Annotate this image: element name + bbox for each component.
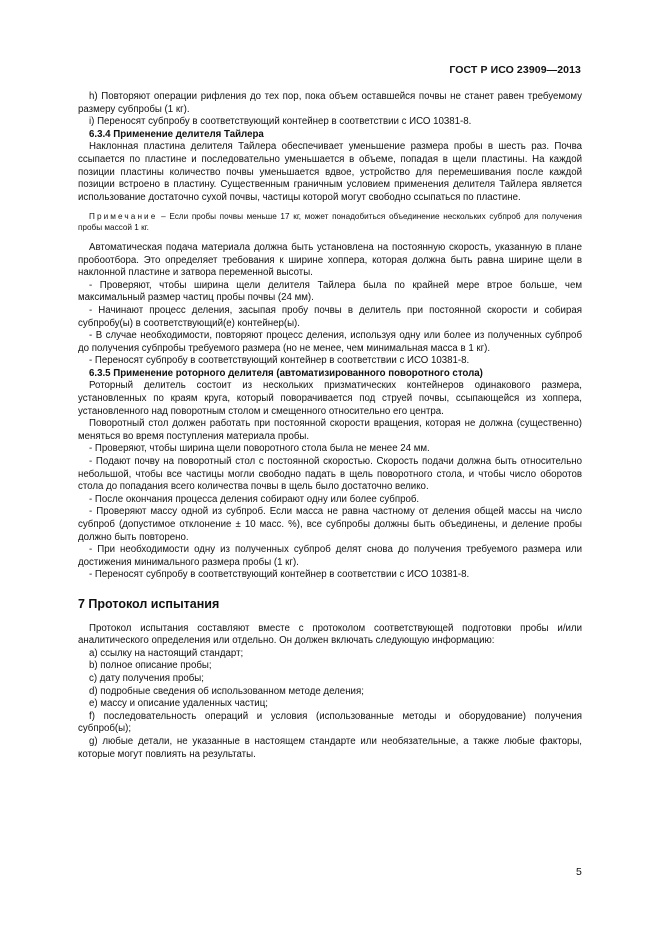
note-text: – Если пробы почвы меньше 17 кг, может понадобиться объединение нескольких субпроб для получения пробы массой 1 кг. (78, 212, 582, 233)
list-item-g: g) любые детали, не указанные в настоящем стандарте или необязательные, а также любые факторы, которые могут повлиять на результаты. (78, 735, 582, 760)
list-item-d: d) подробные сведения об использованном методе деления; (89, 685, 364, 697)
section-6-3-4-paragraph-1: Наклонная пластина делителя Тайлера обеспечивает уменьшение размера пробы в шесть раз. Почва ссыпается по пластине и последовательно уменьшается в объеме, попадая в щели пластины. На каждой позиции пластины количество почвы уменьшается вдвое, устройство для перемешивания после каждой позиции встроено в пластину. Существенным граничным условием применения делителя Тайлера является использование достаточно сухой почвы, частицы которой могут свободно ссыпаться по пластине. (78, 141, 582, 203)
section-6-3-5-title: 6.3.5 Применение роторного делителя (автоматизированного поворотного стола) (89, 367, 483, 379)
paragraph-h: h) Повторяют операции рифления до тех пор, пока объем оставшейся почвы не станет равен требуемому размеру субпробы (1 кг). (78, 91, 582, 115)
list-item-b: b) полное описание пробы; (89, 660, 212, 672)
section-6-3-4-step-1: - Проверяют, чтобы ширина щели делителя Тайлера была по крайней мере втрое больше, чем максимальный размер частиц пробы почвы (24 мм). (78, 279, 582, 304)
list-item-a: а) ссылку на настоящий стандарт; (89, 647, 244, 659)
section-6-3-5-step-6: - Переносят субпробу в соответствующий контейнер в соответствии с ИСО 10381-8. (89, 569, 470, 581)
list-item-c: c) дату получения пробы; (89, 672, 204, 684)
page-body (78, 91, 582, 761)
section-7-paragraph-1: Протокол испытания составляют вместе с протоколом соответствующей подготовки пробы и/или аналитического определения или отдельно. Он должен включать следующую информацию: (78, 622, 582, 647)
spacer (78, 234, 582, 242)
section-7-title: 7 Протокол испытания (78, 596, 220, 611)
section-6-3-5-step-2: - Подают почву на поворотный стол с постоянной скоростью. Скорость подачи должна быть относительно небольшой, чтобы все частицы могли свободно падать в щель поворотного стола, и чтобы число оборотов стола до попадания всего количества почвы в щель было достаточно велико. (78, 456, 582, 493)
spacer (78, 204, 582, 212)
standard-header: ГОСТ Р ИСО 23909—2013 (449, 64, 581, 76)
section-6-3-5-step-4: - Проверяют массу одной из субпроб. Если масса не равна частному от деления общей массы на число субпроб (допустимое отклонение ± 10 масс. %), все субпробы должны быть объединены, и деление пробы должно быть повторено. (78, 506, 582, 543)
list-item-f: f) последовательность операций и условия (использованные методы и оборудование) получения субпроб(ы); (78, 710, 582, 735)
list-item-e: e) массу и описание удаленных частиц; (89, 698, 268, 710)
section-6-3-4-title: 6.3.4 Применение делителя Тайлера (89, 128, 264, 140)
page-number: 5 (576, 866, 582, 878)
section-6-3-5-paragraph-2: Поворотный стол должен работать при постоянной скорости вращения, которая не должна (существенно) меняться во время поступления материала пробы. (78, 418, 582, 442)
section-6-3-5-step-3: - После окончания процесса деления собирают одну или более субпроб. (89, 493, 420, 505)
section-6-3-4-step-2: - Начинают процесс деления, засыпая пробу почвы в делитель при постоянной скорости и собирая субпробу(ы) в соответствующий(е) контейнер(ы). (78, 304, 582, 329)
section-6-3-5-step-5: - При необходимости одну из полученных субпроб делят снова до получения требуемого размера или достижения минимального размера пробы (1 кг). (78, 544, 582, 568)
note-label: Примечание (89, 212, 158, 222)
note (78, 212, 582, 234)
section-6-3-5-paragraph-1: Роторный делитель состоит из нескольких призматических контейнеров одинакового размера, установленных по краям круга, который поворачивается под струей почвы, ссыпающейся из хоппера, установленного над поворотным столом и смещенного относительно его центра. (78, 380, 582, 417)
section-6-3-4-step-3: - В случае необходимости, повторяют процесс деления, используя одну или более из полученных субпроб до получения субпробы требуемого размера (но не менее, чем минимальная масса в 1 кг). (78, 330, 582, 354)
section-6-3-4-paragraph-2: Автоматическая подача материала должна быть установлена на постоянную скорость, указанную в плане пробоотбора. Это определяет требования к ширине хоппера, которая должна быть равна ширине щели в наклонной пластине и затвора переменной высоты. (78, 241, 582, 279)
section-6-3-5-step-1: - Проверяют, чтобы ширина щели поворотного стола была не менее 24 мм. (89, 443, 430, 455)
paragraph-i: i) Переносят субпробу в соответствующий контейнер в соответствии с ИСО 10381-8. (89, 116, 472, 128)
section-6-3-4-step-4: - Переносят субпробу в соответствующий контейнер в соответствии с ИСО 10381-8. (89, 355, 470, 367)
